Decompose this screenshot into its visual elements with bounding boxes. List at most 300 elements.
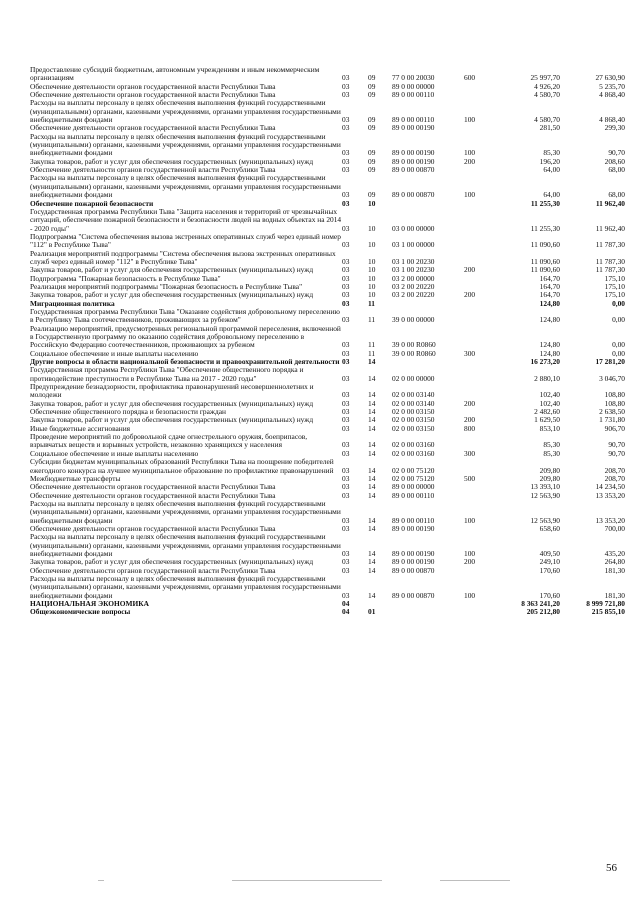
- row-amount-year-2: 264,80: [604, 557, 625, 567]
- row-expense-type: [464, 608, 494, 616]
- row-section-code: 03: [342, 590, 350, 600]
- row-amount-year-2: 2 638,50: [599, 407, 625, 417]
- row-amount-year-2: 13 353,20: [595, 515, 625, 525]
- row-name: Расходы на выплаты персоналу в целях обеспечения выполнения функций государственными (муниципальными) органами, казенными учреждениями, органами управления государственными внебюджетными фондами: [30, 173, 341, 200]
- row-amount-year-1: 13 393,10: [530, 482, 560, 492]
- row-section-code: 03: [342, 298, 350, 308]
- table-row: [30, 133, 625, 158]
- row-subsection-code: 14: [368, 440, 376, 450]
- row-section-code: 03: [342, 348, 350, 358]
- row-name: Субсидии бюджетам муниципальных образований Республики Тыва на поощрение победителей ежегодного конкурса на лучшее муниципальное образование по профилактике правонарушений: [30, 457, 334, 475]
- row-subsection-code: 10: [368, 198, 376, 208]
- row-expense-type: [464, 166, 494, 174]
- row-amount-year-2: 175,10: [604, 290, 625, 300]
- row-amount-year-1: 64,00: [543, 165, 560, 175]
- row-section-code: 03: [342, 156, 350, 166]
- row-name: Обеспечение деятельности органов государственной власти Республики Тыва: [30, 490, 276, 500]
- row-name: Государственная программа Республики Тыва "Обеспечение общественного порядка и противодействие преступности в Республике Тыва на 2017 - 2020 годы": [30, 365, 304, 383]
- row-amount-year-1: 85,30: [543, 148, 560, 158]
- row-name: Расходы на выплаты персоналу в целях обеспечения выполнения функций государственными (муниципальными) органами, казенными учреждениями, органами управления государственными внебюджетными фондами: [30, 498, 341, 525]
- row-name: Обеспечение деятельности органов государственной власти Республики Тыва: [30, 81, 276, 91]
- row-section-code: 03: [342, 565, 350, 575]
- row-section-code: 04: [342, 607, 350, 617]
- row-section-code: 03: [342, 148, 350, 158]
- row-subsection-code: 14: [368, 448, 376, 458]
- row-subsection-code: 09: [368, 81, 376, 91]
- row-amount-year-1: 102,40: [539, 390, 560, 400]
- row-name: Обеспечение деятельности органов государственной власти Республики Тыва: [30, 165, 276, 175]
- row-expense-type: [464, 567, 494, 575]
- table-row: [30, 208, 625, 233]
- row-amount-year-1: 85,30: [543, 440, 560, 450]
- row-amount-year-2: 90,70: [608, 148, 625, 158]
- row-expense-type: [464, 525, 494, 533]
- row-expense-type: [464, 91, 494, 99]
- row-subsection-code: 14: [368, 557, 376, 567]
- row-expense-type: [464, 250, 494, 267]
- row-amount-year-2: 3 046,70: [599, 373, 625, 383]
- row-section-code: 03: [342, 548, 350, 558]
- row-subsection-code: 14: [368, 407, 376, 417]
- row-target-article: 39 0 00 R0860: [392, 340, 436, 350]
- row-amount-year-1: 281,50: [539, 123, 560, 133]
- row-name: НАЦИОНАЛЬНАЯ ЭКОНОМИКА: [30, 599, 149, 608]
- row-target-article: 02 0 00 03160: [392, 448, 435, 458]
- row-subsection-code: 14: [368, 423, 376, 433]
- table-row: [30, 250, 625, 267]
- row-subsection-code: 11: [368, 340, 376, 350]
- row-target-article: 89 0 00 00000: [392, 482, 435, 492]
- row-amount-year-2: 14 234,50: [595, 482, 625, 492]
- row-name: Социальное обеспечение и иные выплаты населению: [30, 348, 199, 358]
- row-section-code: 03: [342, 290, 350, 300]
- row-expense-type: 200: [464, 290, 476, 300]
- row-target-article: 77 0 00 20030: [392, 73, 435, 83]
- row-section-code: 03: [342, 465, 350, 475]
- row-amount-year-2: 108,80: [604, 398, 625, 408]
- row-amount-year-2: 17 281,20: [595, 357, 625, 367]
- row-name: Социальное обеспечение и иные выплаты населению: [30, 448, 199, 458]
- row-name: Закупка товаров, работ и услуг для обеспечения государственных (муниципальных) нужд: [30, 415, 314, 425]
- row-name: Реализация мероприятий подпрограммы "Система обеспечения вызова экстренных оперативных служб через единый номер "112" в Республике Тыва": [30, 248, 336, 266]
- row-expense-type: [464, 233, 494, 250]
- row-expense-type: [464, 383, 494, 400]
- row-amount-year-2: 11 787,30: [595, 265, 625, 275]
- row-section-code: 03: [342, 315, 350, 325]
- row-expense-type: 200: [464, 415, 476, 425]
- row-subsection-code: 14: [368, 473, 376, 483]
- table-row: [30, 433, 625, 450]
- row-name: Обеспечение деятельности органов государственной власти Республики Тыва: [30, 523, 276, 533]
- row-amount-year-1: 209,80: [539, 473, 560, 483]
- row-amount-year-2: 11 962,40: [595, 198, 625, 208]
- row-section-code: 03: [342, 198, 350, 208]
- row-amount-year-1: 170,60: [539, 565, 560, 575]
- row-expense-type: [464, 600, 494, 608]
- row-subsection-code: 09: [368, 73, 376, 83]
- row-amount-year-1: 16 273,20: [530, 357, 560, 367]
- row-amount-year-2: 1 731,80: [599, 415, 625, 425]
- row-amount-year-1: 124,80: [539, 315, 560, 325]
- row-target-article: [392, 600, 464, 608]
- row-subsection-code: 09: [368, 165, 376, 175]
- table-row: [30, 500, 625, 525]
- row-amount-year-2: 4 868,40: [599, 115, 625, 125]
- row-expense-type: 500: [464, 473, 476, 483]
- row-target-article: 89 0 00 00000: [392, 81, 435, 91]
- row-subsection-code: 14: [368, 465, 376, 475]
- row-target-article: 89 0 00 00870: [392, 565, 435, 575]
- row-target-article: 02 0 00 03150: [392, 423, 435, 433]
- row-name: Закупка товаров, работ и услуг для обеспечения государственных (муниципальных) нужд: [30, 290, 314, 300]
- row-amount-year-1: 249,10: [539, 557, 560, 567]
- row-amount-year-2: 700,00: [604, 523, 625, 533]
- row-amount-year-1: 11 090,60: [530, 240, 560, 250]
- row-amount-year-1: 409,50: [539, 548, 560, 558]
- row-section-code: 03: [342, 73, 350, 83]
- row-target-article: 89 0 00 00190: [392, 523, 435, 533]
- row-amount-year-2: 13 353,20: [595, 490, 625, 500]
- row-name: Проведение мероприятий по добровольной сдаче огнестрельного оружия, боеприпасов, взрывчатых веществ и взрывных устройств, незаконно хранящихся у населения: [30, 432, 308, 450]
- row-target-article: 39 0 00 00000: [392, 315, 435, 325]
- row-amount-year-2: 11 787,30: [595, 240, 625, 250]
- row-expense-type: [464, 492, 494, 500]
- row-amount-year-2: 0,00: [612, 298, 625, 308]
- row-amount-year-2: 906,70: [604, 423, 625, 433]
- row-name: Расходы на выплаты персоналу в целях обеспечения выполнения функций государственными (муниципальными) органами, казенными учреждениями, органами управления государственными внебюджетными фондами: [30, 131, 341, 158]
- row-name: Реализация мероприятий подпрограммы "Пожарная безопасность в Республике Тыва": [30, 281, 303, 291]
- row-target-article: [392, 200, 464, 208]
- table-row: [30, 458, 625, 475]
- row-expense-type: [464, 275, 494, 283]
- row-subsection-code: 14: [368, 590, 376, 600]
- row-subsection-code: 10: [368, 240, 376, 250]
- row-amount-year-1: 64,00: [543, 190, 560, 200]
- table-row: [30, 383, 625, 400]
- row-name: Закупка товаров, работ и услуг для обеспечения государственных (муниципальных) нужд: [30, 398, 314, 408]
- row-name: Другие вопросы в области национальной безопасности и правоохранительной деятельности: [30, 357, 340, 367]
- row-target-article: 89 0 00 00110: [392, 90, 435, 100]
- row-amount-year-1: 11 255,30: [530, 198, 560, 208]
- row-section-code: 03: [342, 423, 350, 433]
- row-expense-type: [464, 433, 494, 450]
- table-row: [30, 233, 625, 250]
- row-amount-year-2: 108,80: [604, 390, 625, 400]
- row-amount-year-1: 4 580,70: [534, 90, 560, 100]
- row-amount-year-1: 12 563,90: [530, 515, 560, 525]
- row-expense-type: 100: [464, 515, 476, 525]
- row-target-article: 89 0 00 00870: [392, 590, 435, 600]
- scan-artifact-line: [440, 880, 510, 881]
- row-section-code: 03: [342, 240, 350, 250]
- row-amount-year-2: 11 787,30: [595, 256, 625, 266]
- row-section-code: 03: [342, 398, 350, 408]
- row-subsection-code: 09: [368, 156, 376, 166]
- row-name: Межбюджетные трансферты: [30, 473, 121, 483]
- row-target-article: 03 0 00 00000: [392, 223, 435, 233]
- row-expense-type: [464, 83, 494, 91]
- row-amount-year-2: 11 962,40: [595, 223, 625, 233]
- row-expense-type: 100: [464, 548, 476, 558]
- table-row: [30, 66, 625, 83]
- row-expense-type: 300: [464, 448, 476, 458]
- row-expense-type: [464, 483, 494, 491]
- row-section-code: 03: [342, 223, 350, 233]
- row-subsection-code: 14: [368, 565, 376, 575]
- row-subsection-code: 10: [368, 265, 376, 275]
- row-target-article: 39 0 00 R0860: [392, 348, 436, 358]
- row-expense-type: 200: [464, 398, 476, 408]
- row-amount-year-1: 164,70: [539, 273, 560, 283]
- row-subsection-code: 09: [368, 123, 376, 133]
- table-row: [30, 325, 625, 350]
- row-name: Расходы на выплаты персоналу в целях обеспечения выполнения функций государственными (муниципальными) органами, казенными учреждениями, органами управления государственными внебюджетными фондами: [30, 532, 341, 558]
- row-subsection-code: 14: [368, 515, 376, 525]
- budget-table-body: [30, 66, 625, 617]
- row-name: Подпрограмма "Пожарная безопасность в Республике Тыва": [30, 273, 221, 283]
- row-expense-type: 600: [464, 73, 476, 83]
- row-subsection-code: 14: [368, 357, 376, 367]
- row-target-article: 89 0 00 00110: [392, 490, 435, 500]
- budget-table: [30, 66, 625, 617]
- row-amount-year-1: 2 482,60: [534, 407, 560, 417]
- row-name: Обеспечение деятельности органов государственной власти Республики Тыва: [30, 90, 276, 100]
- row-section-code: 03: [342, 340, 350, 350]
- row-amount-year-1: 4 926,20: [534, 81, 560, 91]
- row-subsection-code: 14: [368, 523, 376, 533]
- row-target-article: 89 0 00 00110: [392, 115, 435, 125]
- row-amount-year-2: 175,10: [604, 281, 625, 291]
- scan-artifact-line: [232, 880, 382, 881]
- row-amount-year-2: 68,00: [608, 190, 625, 200]
- row-target-article: 02 0 00 03150: [392, 407, 435, 417]
- row-expense-type: 100: [464, 115, 476, 125]
- row-section-code: 03: [342, 557, 350, 567]
- row-amount-year-2: 435,20: [604, 548, 625, 558]
- row-amount-year-1: 11 090,60: [530, 265, 560, 275]
- row-amount-year-1: 11 090,60: [530, 256, 560, 266]
- row-section-code: 03: [342, 90, 350, 100]
- row-expense-type: [464, 325, 494, 350]
- page-number: 56: [606, 862, 617, 874]
- row-name: Общеэкономические вопросы: [30, 607, 131, 617]
- row-expense-type: [464, 300, 494, 308]
- row-target-article: 02 0 00 03160: [392, 440, 435, 450]
- row-amount-year-1: 164,70: [539, 290, 560, 300]
- row-subsection-code: 09: [368, 190, 376, 200]
- row-section-code: 03: [342, 482, 350, 492]
- row-target-article: 02 0 00 03140: [392, 398, 435, 408]
- row-amount-year-1: 85,30: [543, 448, 560, 458]
- row-amount-year-2: 8 999 721,80: [586, 599, 625, 608]
- row-subsection-code: 11: [368, 315, 376, 325]
- row-section-code: 03: [342, 281, 350, 291]
- row-section-code: 03: [342, 265, 350, 275]
- row-name: Расходы на выплаты персоналу в целях обеспечения выполнения функций государственными (муниципальными) органами, казенными учреждениями, органами управления государственными внебюджетными фондами: [30, 98, 341, 125]
- row-expense-type: [464, 366, 494, 383]
- row-section-code: 03: [342, 407, 350, 417]
- row-subsection-code: 14: [368, 548, 376, 558]
- row-amount-year-1: 1 629,50: [534, 415, 560, 425]
- row-amount-year-1: 4 580,70: [534, 115, 560, 125]
- row-section-code: 03: [342, 273, 350, 283]
- row-amount-year-1: 124,80: [539, 348, 560, 358]
- row-amount-year-2: 0,00: [612, 348, 625, 358]
- row-amount-year-2: 175,10: [604, 273, 625, 283]
- row-subsection-code: 10: [368, 273, 376, 283]
- row-subsection-code: 14: [368, 373, 376, 383]
- row-target-article: 89 0 00 00190: [392, 156, 435, 166]
- row-name: Миграционная политика: [30, 298, 115, 308]
- row-amount-year-2: 68,00: [608, 165, 625, 175]
- row-subsection-code: 14: [368, 482, 376, 492]
- row-target-article: 02 0 00 03140: [392, 390, 435, 400]
- row-amount-year-1: 170,60: [539, 590, 560, 600]
- row-target-article: [392, 608, 464, 616]
- row-amount-year-1: 205 212,80: [526, 607, 560, 617]
- row-name: Обеспечение общественного порядка и безопасности граждан: [30, 407, 226, 417]
- row-subsection-code: 10: [368, 256, 376, 266]
- row-target-article: 03 2 00 20220: [392, 281, 435, 291]
- row-expense-type: 200: [464, 265, 476, 275]
- row-expense-type: 800: [464, 423, 476, 433]
- row-amount-year-2: 215 855,10: [591, 607, 625, 617]
- row-expense-type: 200: [464, 557, 476, 567]
- row-expense-type: [464, 458, 494, 475]
- row-name: Реализацию мероприятий, предусмотренных региональной программой переселения, включенной в Государственную программу по оказанию содействия добровольному переселению в Российскую Федерацию соотечественников, проживающих за рубежом: [30, 323, 341, 350]
- row-name: Обеспечение деятельности органов государственной власти Республики Тыва: [30, 123, 276, 133]
- row-name: Закупка товаров, работ и услуг для обеспечения государственных (муниципальных) нужд: [30, 265, 314, 275]
- row-target-article: [392, 300, 464, 308]
- row-name: Предупреждение безнадзорности, профилактика правонарушений несовершеннолетних и молодежи: [30, 382, 314, 400]
- row-section-code: 03: [342, 357, 350, 367]
- row-amount-year-2: 299,30: [604, 123, 625, 133]
- row-amount-year-2: 5 235,70: [599, 81, 625, 91]
- row-section-code: 03: [342, 473, 350, 483]
- row-expense-type: 100: [464, 590, 476, 600]
- row-amount-year-2: 0,00: [612, 340, 625, 350]
- row-amount-year-1: 196,20: [539, 156, 560, 166]
- row-target-article: 89 0 00 00870: [392, 190, 435, 200]
- row-name: Государственная программа Республики Тыва "Защита населения и территорий от чрезвычайных ситуаций, обеспечение пожарной безопасности и безопасности людей на водных объектах на 2014 - 2020 годы": [30, 206, 342, 233]
- table-row: [30, 366, 625, 383]
- row-subsection-code: 10: [368, 290, 376, 300]
- scan-artifact-line: [98, 880, 104, 881]
- row-amount-year-2: 181,30: [604, 590, 625, 600]
- row-amount-year-1: 2 880,10: [534, 373, 560, 383]
- row-name: Обеспечение пожарной безопасности: [30, 198, 154, 208]
- row-amount-year-1: 164,70: [539, 281, 560, 291]
- row-amount-year-2: 90,70: [608, 448, 625, 458]
- row-name: Расходы на выплаты персоналу в целях обеспечения выполнения функций государственными (муниципальными) органами, казенными учреждениями, органами управления государственными внебюджетными фондами: [30, 573, 341, 600]
- row-name: Иные бюджетные ассигнования: [30, 423, 131, 433]
- row-subsection-code: 14: [368, 390, 376, 400]
- row-target-article: 02 0 00 75120: [392, 473, 435, 483]
- row-section-code: 03: [342, 190, 350, 200]
- table-row: [30, 291, 625, 299]
- row-subsection-code: 09: [368, 148, 376, 158]
- row-amount-year-1: 124,80: [539, 340, 560, 350]
- row-amount-year-1: 12 563,90: [530, 490, 560, 500]
- row-name: Обеспечение деятельности органов государственной власти Республики Тыва: [30, 482, 276, 492]
- table-row: [30, 99, 625, 124]
- row-target-article: 89 0 00 00110: [392, 515, 435, 525]
- row-expense-type: 200: [464, 156, 476, 166]
- row-section-code: 03: [342, 490, 350, 500]
- row-expense-type: [464, 208, 494, 233]
- row-section-code: 03: [342, 123, 350, 133]
- row-target-article: 89 0 00 00190: [392, 557, 435, 567]
- row-subsection-code: 10: [368, 281, 376, 291]
- row-subsection-code: 11: [368, 348, 376, 358]
- row-expense-type: 100: [464, 148, 476, 158]
- row-section-code: 04: [342, 599, 350, 608]
- row-target-article: 89 0 00 00190: [392, 148, 435, 158]
- row-subsection-code: 10: [368, 223, 376, 233]
- table-row: [30, 575, 625, 600]
- row-expense-type: [464, 358, 494, 366]
- row-section-code: 03: [342, 81, 350, 91]
- row-amount-year-1: 25 997,70: [530, 73, 560, 83]
- row-section-code: 03: [342, 448, 350, 458]
- row-amount-year-2: 208,70: [604, 465, 625, 475]
- row-amount-year-2: 208,60: [604, 156, 625, 166]
- row-subsection-code: 01: [368, 607, 376, 617]
- row-name: Закупка товаров, работ и услуг для обеспечения государственных (муниципальных) нужд: [30, 156, 314, 166]
- row-expense-type: 100: [464, 190, 476, 200]
- row-amount-year-1: 102,40: [539, 398, 560, 408]
- row-amount-year-1: 853,10: [539, 423, 560, 433]
- row-subsection-code: 14: [368, 398, 376, 408]
- row-target-article: 89 0 00 00870: [392, 165, 435, 175]
- table-row: [30, 608, 625, 616]
- row-target-article: [392, 358, 464, 366]
- row-section-code: 03: [342, 515, 350, 525]
- row-subsection-code: 09: [368, 115, 376, 125]
- row-target-article: 03 1 00 20230: [392, 265, 435, 275]
- row-target-article: 89 0 00 00190: [392, 123, 435, 133]
- row-amount-year-1: 8 363 241,20: [521, 599, 560, 608]
- row-section-code: 03: [342, 115, 350, 125]
- row-section-code: 03: [342, 523, 350, 533]
- row-name: Подпрограмма "Система обеспечения вызова экстренных оперативных служб через единый номер "112" в Республике Тыва": [30, 231, 341, 250]
- row-expense-type: [464, 124, 494, 132]
- row-subsection-code: 09: [368, 90, 376, 100]
- row-amount-year-1: 11 255,30: [530, 223, 560, 233]
- row-section-code: 03: [342, 165, 350, 175]
- row-target-article: 03 2 00 00000: [392, 273, 435, 283]
- row-name: Предоставление субсидий бюджетным, автономным учреждениям и иным некоммерческим организациям: [30, 65, 320, 83]
- row-amount-year-1: 124,80: [539, 298, 560, 308]
- row-amount-year-2: 90,70: [608, 440, 625, 450]
- row-target-article: 03 1 00 00000: [392, 240, 435, 250]
- row-target-article: 02 0 00 00000: [392, 373, 435, 383]
- row-expense-type: 300: [464, 348, 476, 358]
- row-target-article: 89 0 00 00190: [392, 548, 435, 558]
- row-subsection-code: 14: [368, 415, 376, 425]
- table-row: [30, 533, 625, 558]
- row-target-article: 02 0 00 75120: [392, 465, 435, 475]
- row-section-code: 03: [342, 390, 350, 400]
- row-amount-year-2: 0,00: [612, 315, 625, 325]
- row-amount-year-2: 4 868,40: [599, 90, 625, 100]
- row-amount-year-2: 208,70: [604, 473, 625, 483]
- table-row: [30, 174, 625, 199]
- row-section-code: 03: [342, 415, 350, 425]
- row-amount-year-1: 658,60: [539, 523, 560, 533]
- row-subsection-code: 11: [368, 298, 375, 308]
- row-amount-year-2: 181,30: [604, 565, 625, 575]
